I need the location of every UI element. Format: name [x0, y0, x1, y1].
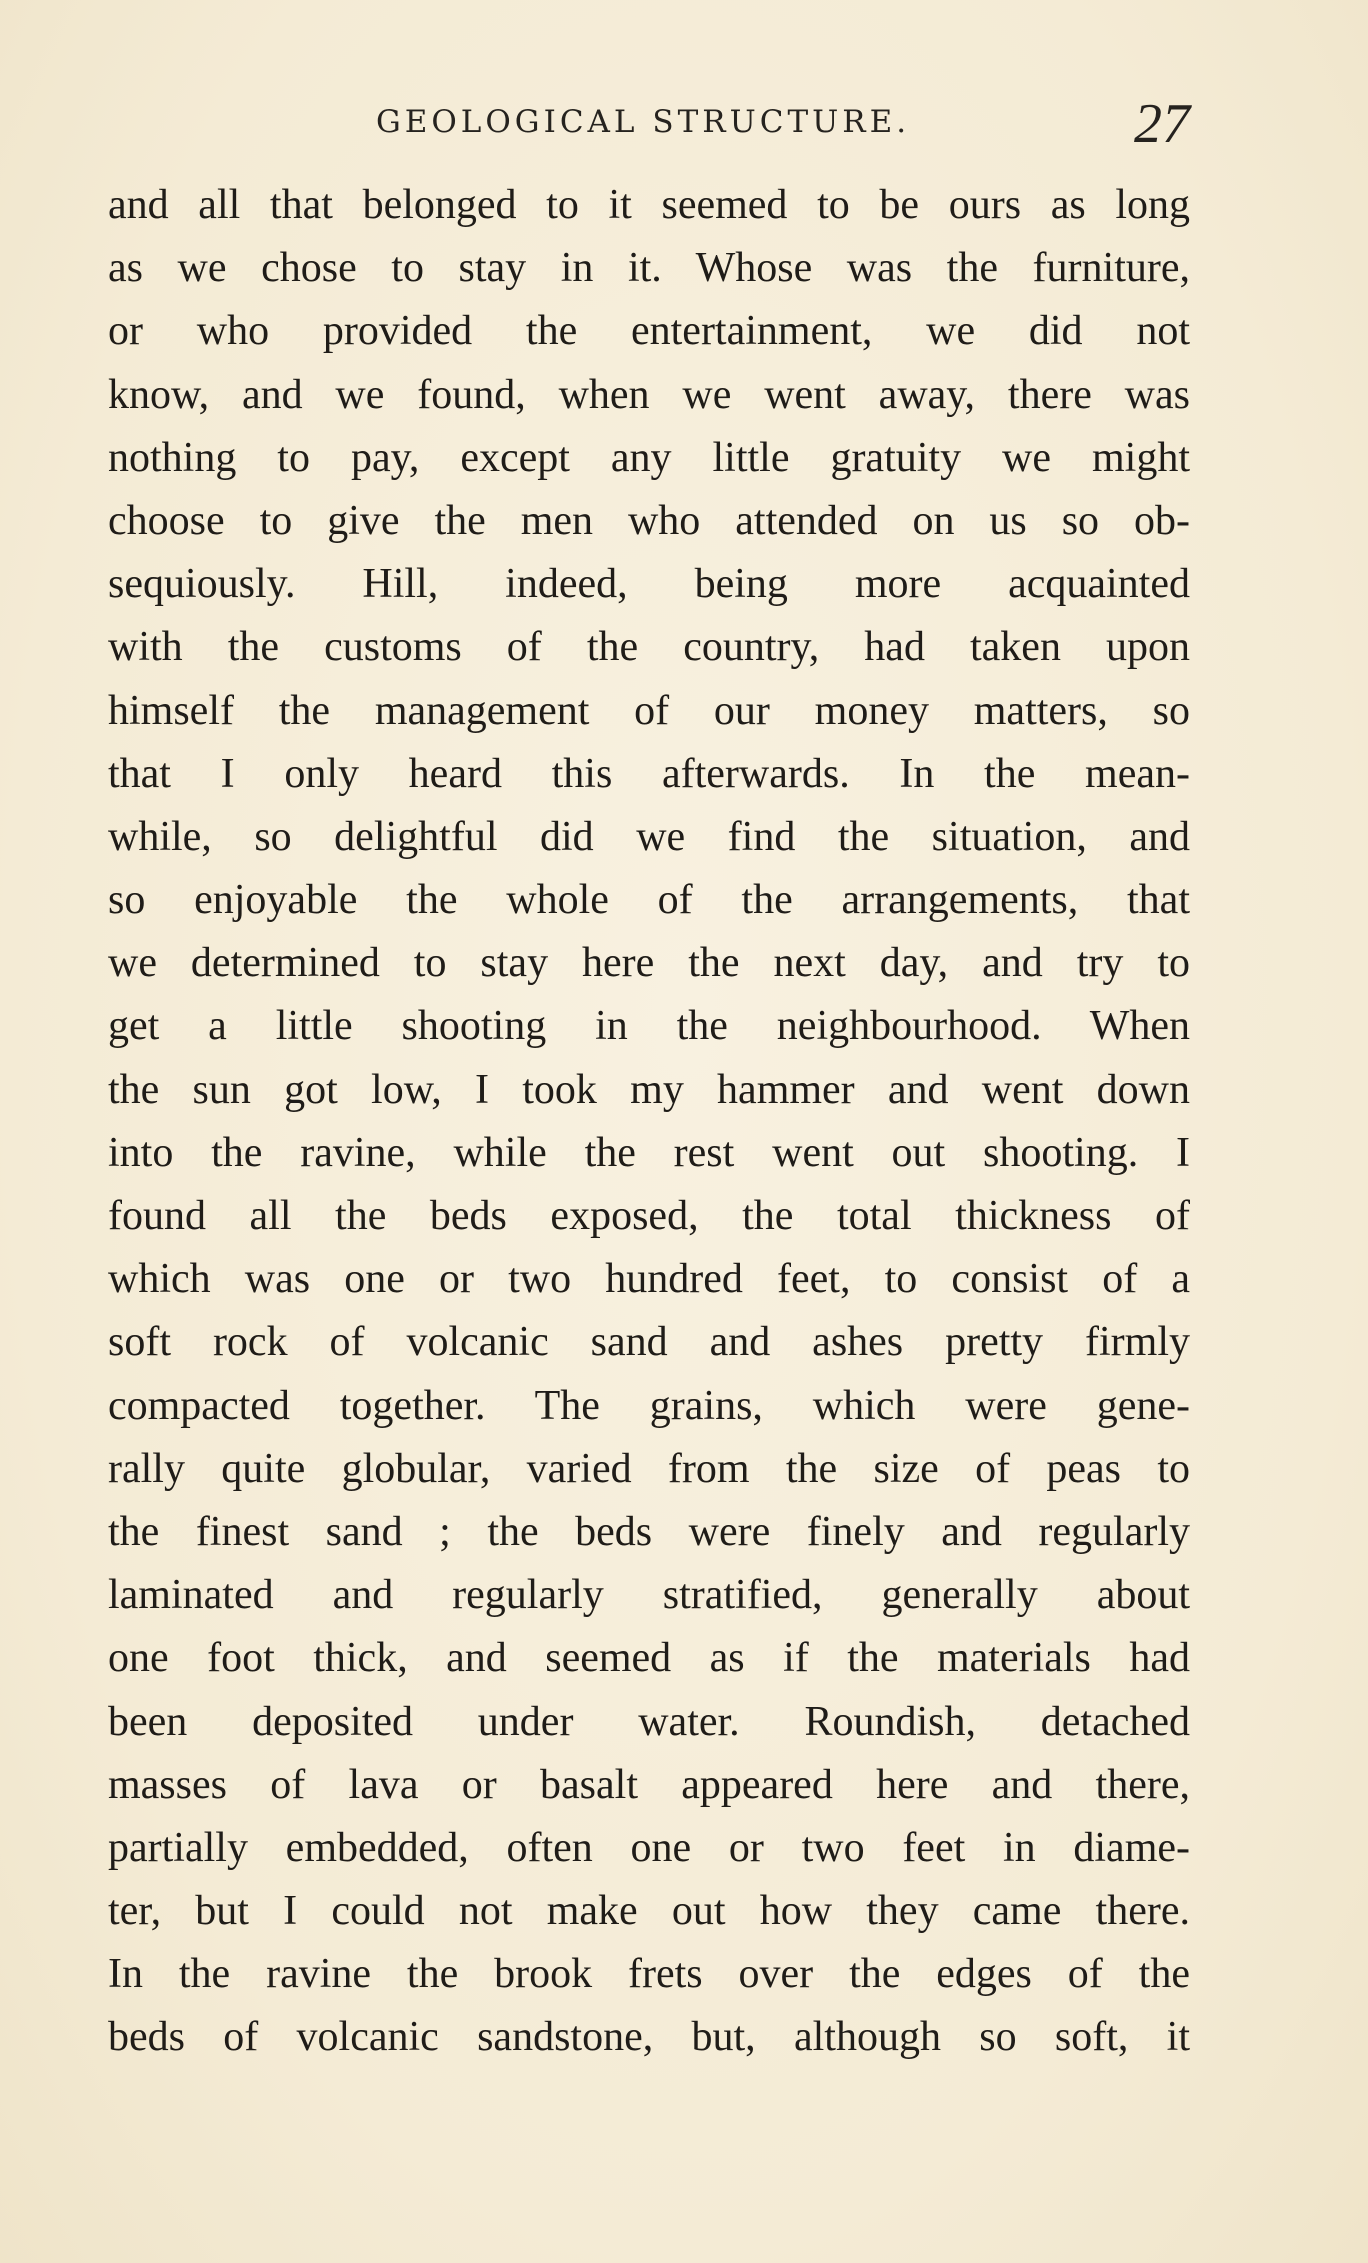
- body-text: [108, 174, 1190, 2070]
- text-line: one foot thick, and seemed as if the materials had: [108, 1635, 1190, 1682]
- text-line: so enjoyable the whole of the arrangements, that: [108, 877, 1190, 924]
- text-line: rally quite globular, varied from the size of peas to: [108, 1445, 1190, 1492]
- text-line: as we chose to stay in it. Whose was the furniture,: [108, 245, 1190, 292]
- text-line: In the ravine the brook frets over the edges of the: [108, 1951, 1190, 1998]
- text-line: found all the beds exposed, the total thickness of: [108, 1193, 1190, 1239]
- page-number: 27: [1134, 93, 1190, 155]
- text-line: sequiously. Hill, indeed, being more acquainted: [108, 561, 1190, 608]
- text-line: which was one or two hundred feet, to consist of a: [108, 1256, 1190, 1303]
- text-line: know, and we found, when we went away, there was: [108, 371, 1190, 418]
- text-line: choose to give the men who attended on us so ob-: [108, 497, 1190, 544]
- text-line: with the customs of the country, had taken upon: [108, 624, 1190, 671]
- text-line: compacted together. The grains, which were gene-: [108, 1382, 1190, 1429]
- text-line: the sun got low, I took my hammer and went down: [108, 1066, 1190, 1113]
- text-line: that I only heard this afterwards. In the mean-: [108, 750, 1190, 797]
- text-line: while, so delightful did we find the situation, and: [108, 813, 1190, 860]
- text-line: the finest sand ; the beds were finely and regularly: [108, 1508, 1190, 1555]
- text-line: been deposited under water. Roundish, detached: [108, 1698, 1190, 1745]
- text-line: beds of volcanic sandstone, but, although so soft, it: [108, 2014, 1190, 2061]
- text-line: get a little shooting in the neighbourhood. When: [108, 1003, 1190, 1050]
- text-line: we determined to stay here the next day, and try to: [108, 940, 1190, 987]
- text-line: masses of lava or basalt appeared here and there,: [108, 1761, 1190, 1808]
- running-head: [108, 93, 1190, 156]
- text-line: ter, but I could not make out how they came there.: [108, 1888, 1190, 1935]
- text-line: or who provided the entertainment, we did not: [108, 308, 1190, 355]
- text-line: himself the management of our money matters, so: [108, 687, 1190, 734]
- text-line: laminated and regularly stratified, generally about: [108, 1572, 1190, 1619]
- running-head-title: GEOLOGICAL STRUCTURE.: [376, 104, 911, 140]
- text-line: nothing to pay, except any little gratuity we might: [108, 434, 1190, 481]
- text-line: soft rock of volcanic sand and ashes pretty firmly: [108, 1319, 1190, 1366]
- text-line: partially embedded, often one or two feet in diame-: [108, 1824, 1190, 1871]
- text-line: and all that belonged to it seemed to be ours as long: [108, 182, 1190, 228]
- text-line: into the ravine, while the rest went out shooting. I: [108, 1129, 1190, 1176]
